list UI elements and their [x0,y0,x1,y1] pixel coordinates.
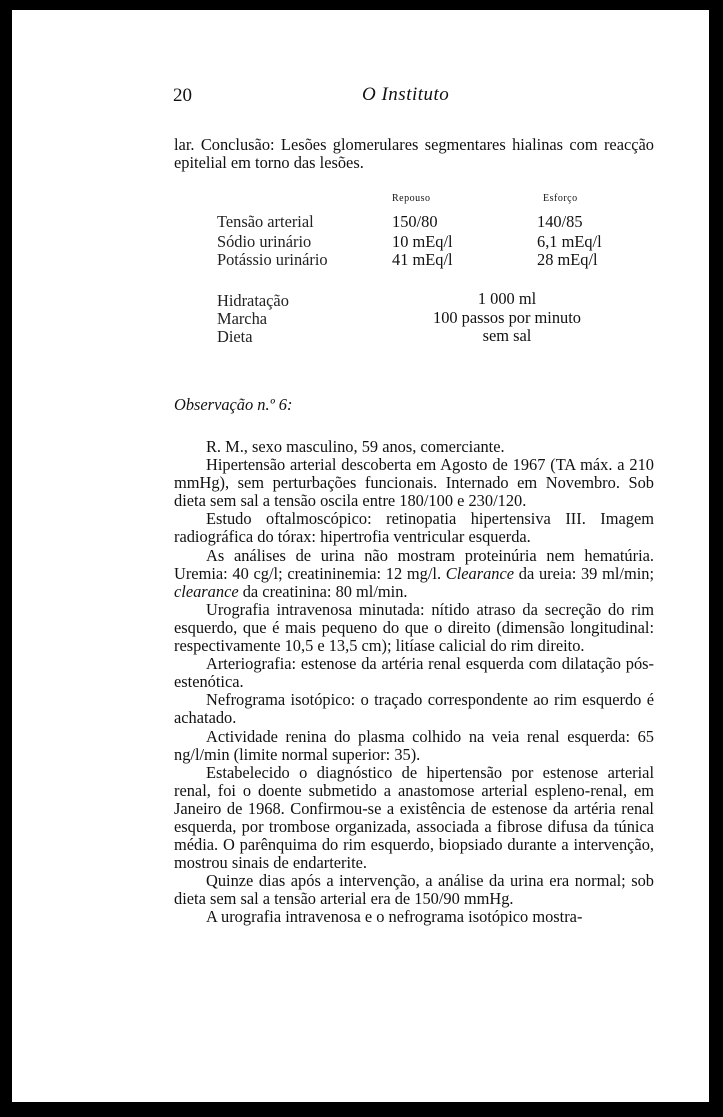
table1-col-repouso-header: Repouso [392,193,431,204]
table1-row-esforco: 6,1 mEq/l [537,232,602,251]
table1-row-repouso: 10 mEq/l [392,232,453,251]
table1-row-esforco: 140/85 [537,212,583,231]
intro-paragraph [174,136,654,172]
paragraph [174,547,654,601]
table2-row-label: Hidratação [217,291,289,310]
table1-row-label: Tensão arterial [217,212,314,231]
running-title: O Instituto [362,84,450,105]
table1-col-esforco-header: Esforço [543,193,578,204]
clearance-term: clearance [174,581,239,601]
intro-text: lar. Conclusão: Lesões glomerulares segmentares hialinas com reacção epitelial em torno das lesões. [174,135,654,173]
table1-row-label: Potássio urinário [217,250,328,269]
paragraph: Estudo oftalmoscópico: retinopatia hipertensiva III. Imagem radiográfica do tórax: hipertrofia ventricular esquerda. [174,509,654,547]
clearance-term: Clearance [445,563,515,583]
table1-row-label: Sódio urinário [217,232,312,251]
paragraph: Quinze dias após a intervenção, a análise da urina era normal; sob dieta sem sal a tensão arterial era de 150/90 mmHg. [174,871,654,909]
table1-row-esforco: 28 mEq/l [537,250,598,269]
paragraph-text: da ureia: 39 ml/min; [518,563,654,583]
table2-row-value: sem sal [482,326,532,345]
table1-row-repouso: 150/80 [392,212,438,231]
paragraph: Nefrograma isotópico: o traçado correspondente ao rim esquerdo é achatado. [174,690,654,728]
paragraph: Estabelecido o diagnóstico de hipertensão por estenose arterial renal, foi o doente submetido a anastomose arterial espleno-renal, em Janeiro de 1968. Confirmou-se a existência de estenose da artéria renal esquerda, por trombose organizada, associada a fibrose difusa da túnica média. O parênquima do rim esquerdo, biopsiado durante a intervenção, mostrou sinais de endarterite. [174,762,654,873]
paragraph: Urografia intravenosa minutada: nítido atraso da secreção do rim esquerdo, que é mais pequeno do que o direito (dimensão longitudinal: respectivamente 10,5 e 13,5 cm); litíase calicial do rim direito. [174,599,654,656]
table1-row-repouso: 41 mEq/l [392,250,453,269]
table2-row-value: 100 passos por minuto [433,308,581,327]
page [12,10,709,1102]
paragraph: Actividade renina do plasma colhido na veia renal esquerda: 65 ng/l/min (limite normal superior: 35). [174,726,654,764]
paragraph: R. M., sexo masculino, 59 anos, comerciante. [206,437,505,456]
page-number: 20 [173,85,192,106]
paragraph-text: As análises de urina não mostram proteinúria nem hematúria. Uremia: 40 cg/l; creatininemia: 12 mg/l. [174,545,654,583]
table2-row-label: Marcha [217,309,268,328]
table2-row-label: Dieta [217,327,253,346]
paragraph: Arteriografia: estenose da artéria renal esquerda com dilatação pós-estenótica. [174,654,654,692]
paragraph: A urografia intravenosa e o nefrograma isotópico mostra- [206,907,583,927]
observation-title: Observação n.º 6: [174,395,293,414]
case-body [174,438,654,927]
paragraph-text: da creatinina: 80 ml/min. [242,581,408,601]
table2-row-value: 1 000 ml [477,289,537,308]
paragraph: Hipertensão arterial descoberta em Agosto de 1967 (TA máx. a 210 mmHg), sem perturbações funcionais. Internado em Novembro. Sob dieta sem sal a tensão oscila entre 180/100 e 230/120. [174,455,654,511]
